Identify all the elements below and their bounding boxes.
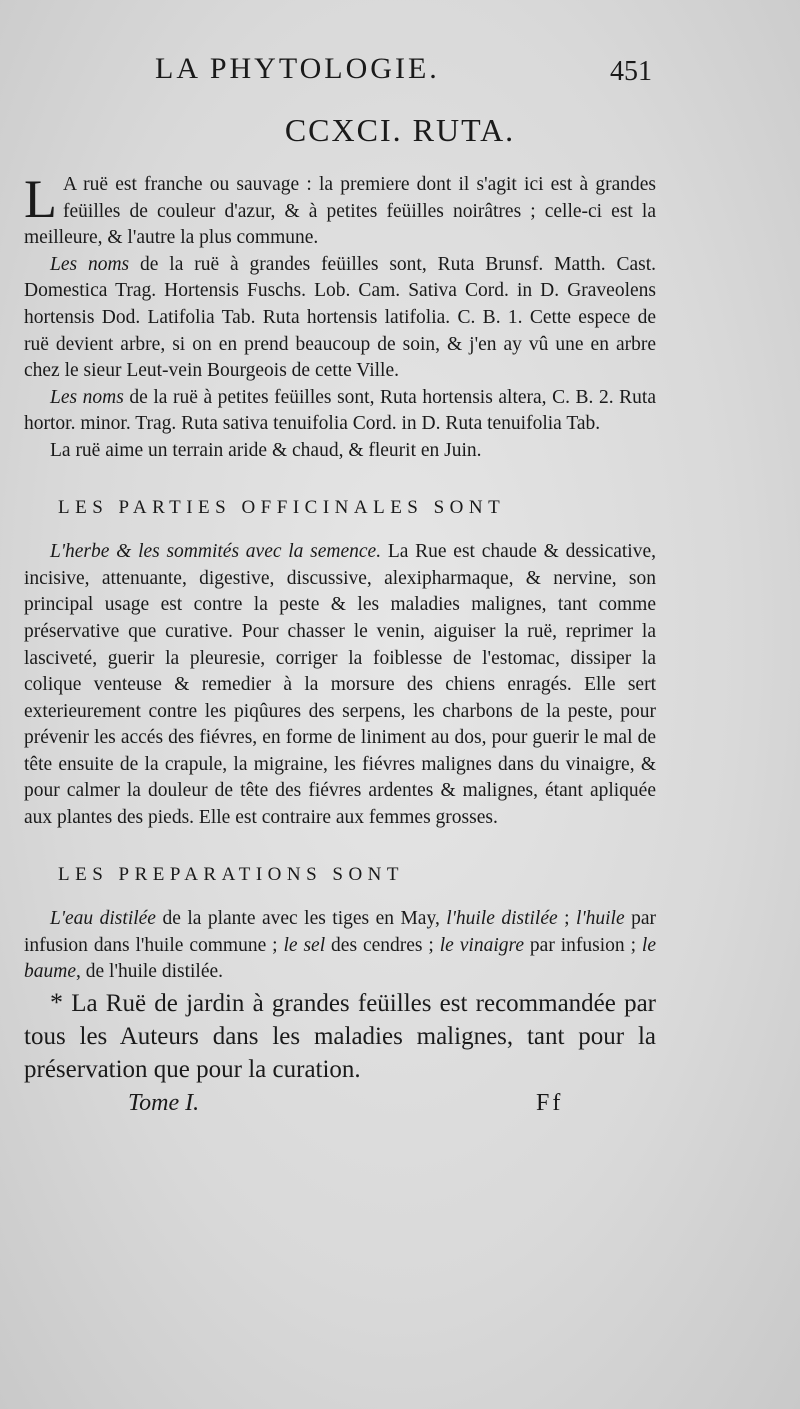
footnote [24,986,656,1086]
running-head [0,52,800,96]
page-number: 451 [610,56,652,87]
names-large-text: de la ruë à grandes feüilles sont, Ruta Brunsf. Matth. Cast. Domestica Trag. Hortensis Fuschs. Lob. Cam. Sativa Cord. in D. Graveolens hortensis Dod. Latifolia Tab. Ruta hortensis latifolia. C. B. 1. Cette espece de ruë devient arbre, si on en prend beaucoup de soin, & j'en ay vû une en arbre chez le sieur Leut-vein Bourgeois de cette Ville. [24,253,656,382]
sheet-mark: Ff [536,1090,564,1117]
prep-text-2: ; [557,908,577,930]
prep-text-1: de la plante avec les tiges en May, [155,908,447,930]
prep-baume: le baume [24,934,656,983]
prep-text-6: , de l'huile distilée. [76,961,224,983]
prep-text-3: par infusion dans l'huile commune ; [24,908,656,956]
preparations-paragraph [24,906,656,986]
names-large-lead: Les noms [50,253,130,275]
names-small-paragraph [24,385,656,438]
prep-huile: l'huile [576,908,625,930]
prep-sel: le sel [283,934,326,956]
page-footer [24,1090,656,1124]
intro-paragraph [24,169,656,252]
running-title: LA PHYTOLOGIE. [155,52,440,85]
drop-capital: L [24,169,57,229]
names-small-text: de la ruë à petites feüilles sont, Ruta hortensis altera, C. B. 2. Ruta hortor. minor. Trag. Ruta sativa tenuifolia Cord. in D. Ruta tenuifolia Tab. [24,386,656,435]
page-body [24,169,657,1124]
officinal-lead: L'herbe & les sommités avec la semence. [50,541,382,563]
footnote-text: La Ruë de jardin à grandes feüilles est recommandée par tous les Auteurs dans les maladies malignes, tant pour la préservation que pour la curation. [24,990,656,1084]
names-large-paragraph [24,252,656,385]
officinal-paragraph [24,539,656,832]
officinal-text: La Rue est chaude & dessicative, incisive, attenuante, digestive, discussive, alexipharmaque, & nervine, son principal usage est contre la peste & les maladies malignes, tant comme préservative que curative. Pour chasser le venin, aiguiser la ruë, reprimer la lasciveté, guerir la pleuresie, corriger la foiblesse de l'estomac, dissiper la colique venteuse & remedier à la morsure des chiens enragés. Elle sert exterieurement contre les piqûures des serpens, les charbons de la peste, pour prévenir les accés des fiévres, en forme de liniment au dos, pour guerir le mal de tête ensuite de la crapule, la migraine, les fiévres malignes dans du vinaigre, & pour calmer la douleur de tête des fiévres ardentes & malignes, étant apliquée aux plantes des pieds. Elle est contraire aux femmes grosses. [24,541,657,829]
prep-text-5: par infusion ; [524,934,642,956]
intro-text: A ruë est franche ou sauvage : la premiere dont il s'agit ici est à grandes feüilles de couleur d'azur, & à petites feüilles noirâtres ; celle-ci est la meilleure, & l'autre la plus commune. [24,174,656,249]
asterisk-mark: * [50,988,63,1018]
prep-text-4: des cendres ; [325,934,440,956]
names-small-lead: Les noms [50,386,124,408]
prep-huile-distilee: l'huile distilée [446,908,558,930]
section-heading-preparations: LES PREPARATIONS SONT [58,863,405,885]
volume-signature: Tome I. [128,1090,200,1117]
habitat-paragraph: La ruë aime un terrain aride & chaud, & fleurit en Juin. [50,439,482,461]
prep-vinaigre: le vinaigre [439,934,525,956]
prep-eau-distilee: L'eau distilée [50,908,156,930]
section-heading-officinal: LES PARTIES OFFICINALES SONT [58,496,506,518]
chapter-title: CCXCI. RUTA. [284,112,516,148]
